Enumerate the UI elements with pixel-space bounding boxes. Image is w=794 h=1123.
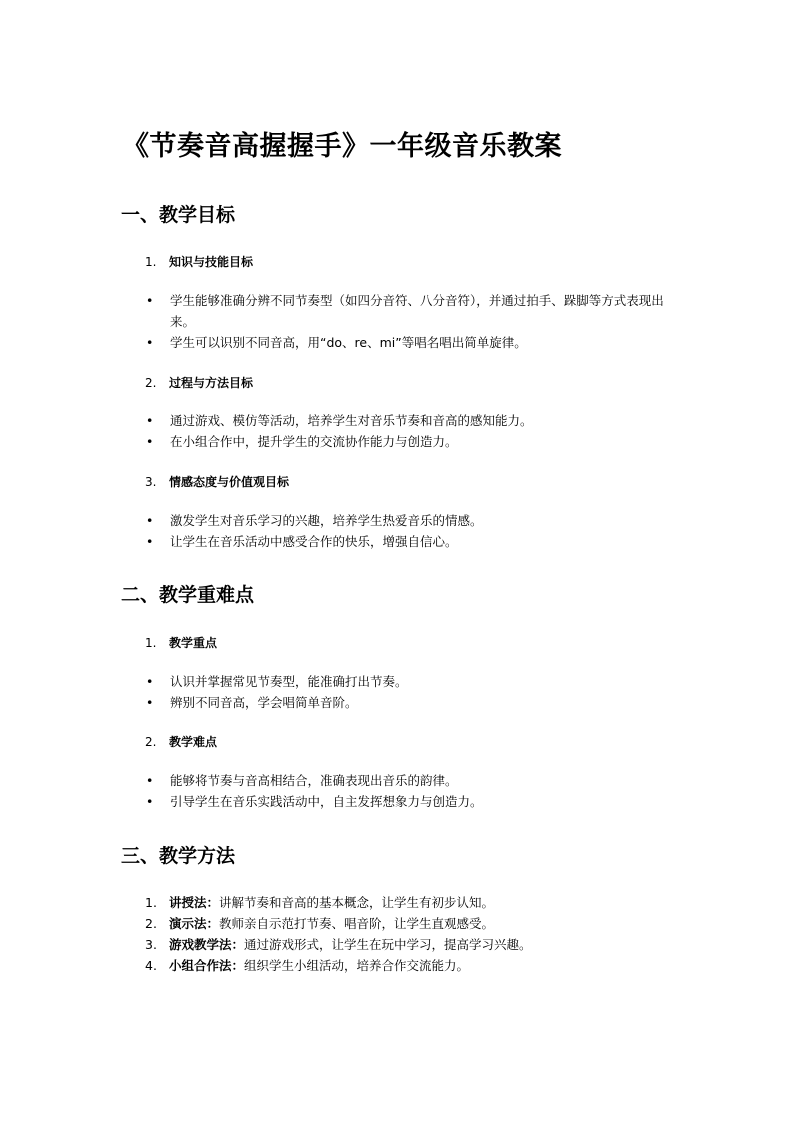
bullet-icon: •	[146, 513, 154, 528]
list-item-text: 学生能够准确分辨不同节奏型（如四分音符、八分音符），并通过拍手、跺脚等方式表现出来。	[170, 293, 664, 329]
method-number: 4.	[145, 958, 157, 973]
method-text: 通过游戏形式，让学生在玩中学习，提高学习兴趣。	[244, 937, 532, 952]
subheading-label: 情感态度与价值观目标	[169, 475, 290, 489]
method-item	[145, 914, 494, 932]
subheading-number: 1.	[145, 255, 157, 269]
method-label: 小组合作法：	[169, 958, 245, 973]
list-item-text: 学生可以识别不同音高，用“do、re、mi”等唱名唱出简单旋律。	[170, 335, 527, 350]
bullet-icon: •	[146, 534, 154, 549]
subheading-process-methods	[145, 374, 253, 391]
subheading-number: 3.	[145, 475, 157, 489]
list-item	[146, 510, 686, 531]
method-label: 讲授法：	[169, 895, 220, 910]
subheading-number: 1.	[145, 636, 157, 650]
subheading-knowledge-skills	[145, 253, 253, 270]
section-heading-objectives: 一、教学目标	[121, 204, 236, 226]
document-title: 《节奏音高握握手》一年级音乐教案	[122, 131, 562, 162]
bullet-icon: •	[146, 674, 154, 689]
list-item	[146, 770, 686, 791]
list-item-text: 在小组合作中，提升学生的交流协作能力与创造力。	[170, 434, 458, 449]
subheading-label: 知识与技能目标	[169, 255, 254, 269]
bullet-icon: •	[146, 335, 154, 350]
subheading-emotion-values	[145, 473, 289, 490]
method-label: 演示法：	[169, 916, 220, 931]
subheading-number: 2.	[145, 376, 157, 390]
section-heading-methods: 三、教学方法	[121, 845, 236, 867]
list-item	[146, 692, 686, 713]
list-item	[146, 531, 686, 552]
section-heading-key-difficulties: 二、教学重难点	[121, 584, 255, 606]
method-number: 3.	[145, 937, 157, 952]
list-item-text: 让学生在音乐活动中感受合作的快乐，增强自信心。	[170, 534, 458, 549]
method-text: 组织学生小组活动，培养合作交流能力。	[244, 958, 470, 973]
subheading-number: 2.	[145, 735, 157, 749]
method-text: 讲解节奏和音高的基本概念，让学生有初步认知。	[219, 895, 495, 910]
subheading-label: 教学重点	[169, 636, 218, 650]
bullet-icon: •	[146, 434, 154, 449]
bullet-icon: •	[146, 794, 154, 809]
bullet-icon: •	[146, 695, 154, 710]
list-item-text: 激发学生对音乐学习的兴趣，培养学生热爱音乐的情感。	[170, 513, 483, 528]
list-item	[146, 671, 686, 692]
list-item-text: 引导学生在音乐实践活动中，自主发挥想象力与创造力。	[170, 794, 483, 809]
subheading-label: 教学难点	[169, 735, 218, 749]
method-number: 1.	[145, 895, 157, 910]
bullet-icon: •	[146, 773, 154, 788]
bullet-icon: •	[146, 293, 154, 308]
method-item	[145, 956, 469, 974]
method-item	[145, 893, 494, 911]
method-text: 教师亲自示范打节奏、唱音阶，让学生直观感受。	[219, 916, 495, 931]
subheading-difficulties	[145, 733, 217, 750]
list-item	[146, 791, 686, 812]
list-item-text: 辨别不同音高，学会唱简单音阶。	[170, 695, 358, 710]
subheading-label: 过程与方法目标	[169, 376, 254, 390]
method-number: 2.	[145, 916, 157, 931]
list-item	[146, 332, 686, 353]
list-item-text: 能够将节奏与音高相结合，准确表现出音乐的韵律。	[170, 773, 458, 788]
list-item-text: 认识并掌握常见节奏型，能准确打出节奏。	[170, 674, 408, 689]
list-item	[146, 410, 686, 431]
list-item-text: 通过游戏、模仿等活动，培养学生对音乐节奏和音高的感知能力。	[170, 413, 533, 428]
bullet-icon: •	[146, 413, 154, 428]
method-item	[145, 935, 532, 953]
list-item	[146, 290, 686, 332]
method-label: 游戏教学法：	[169, 937, 245, 952]
subheading-key-points	[145, 634, 217, 651]
list-item	[146, 431, 686, 452]
